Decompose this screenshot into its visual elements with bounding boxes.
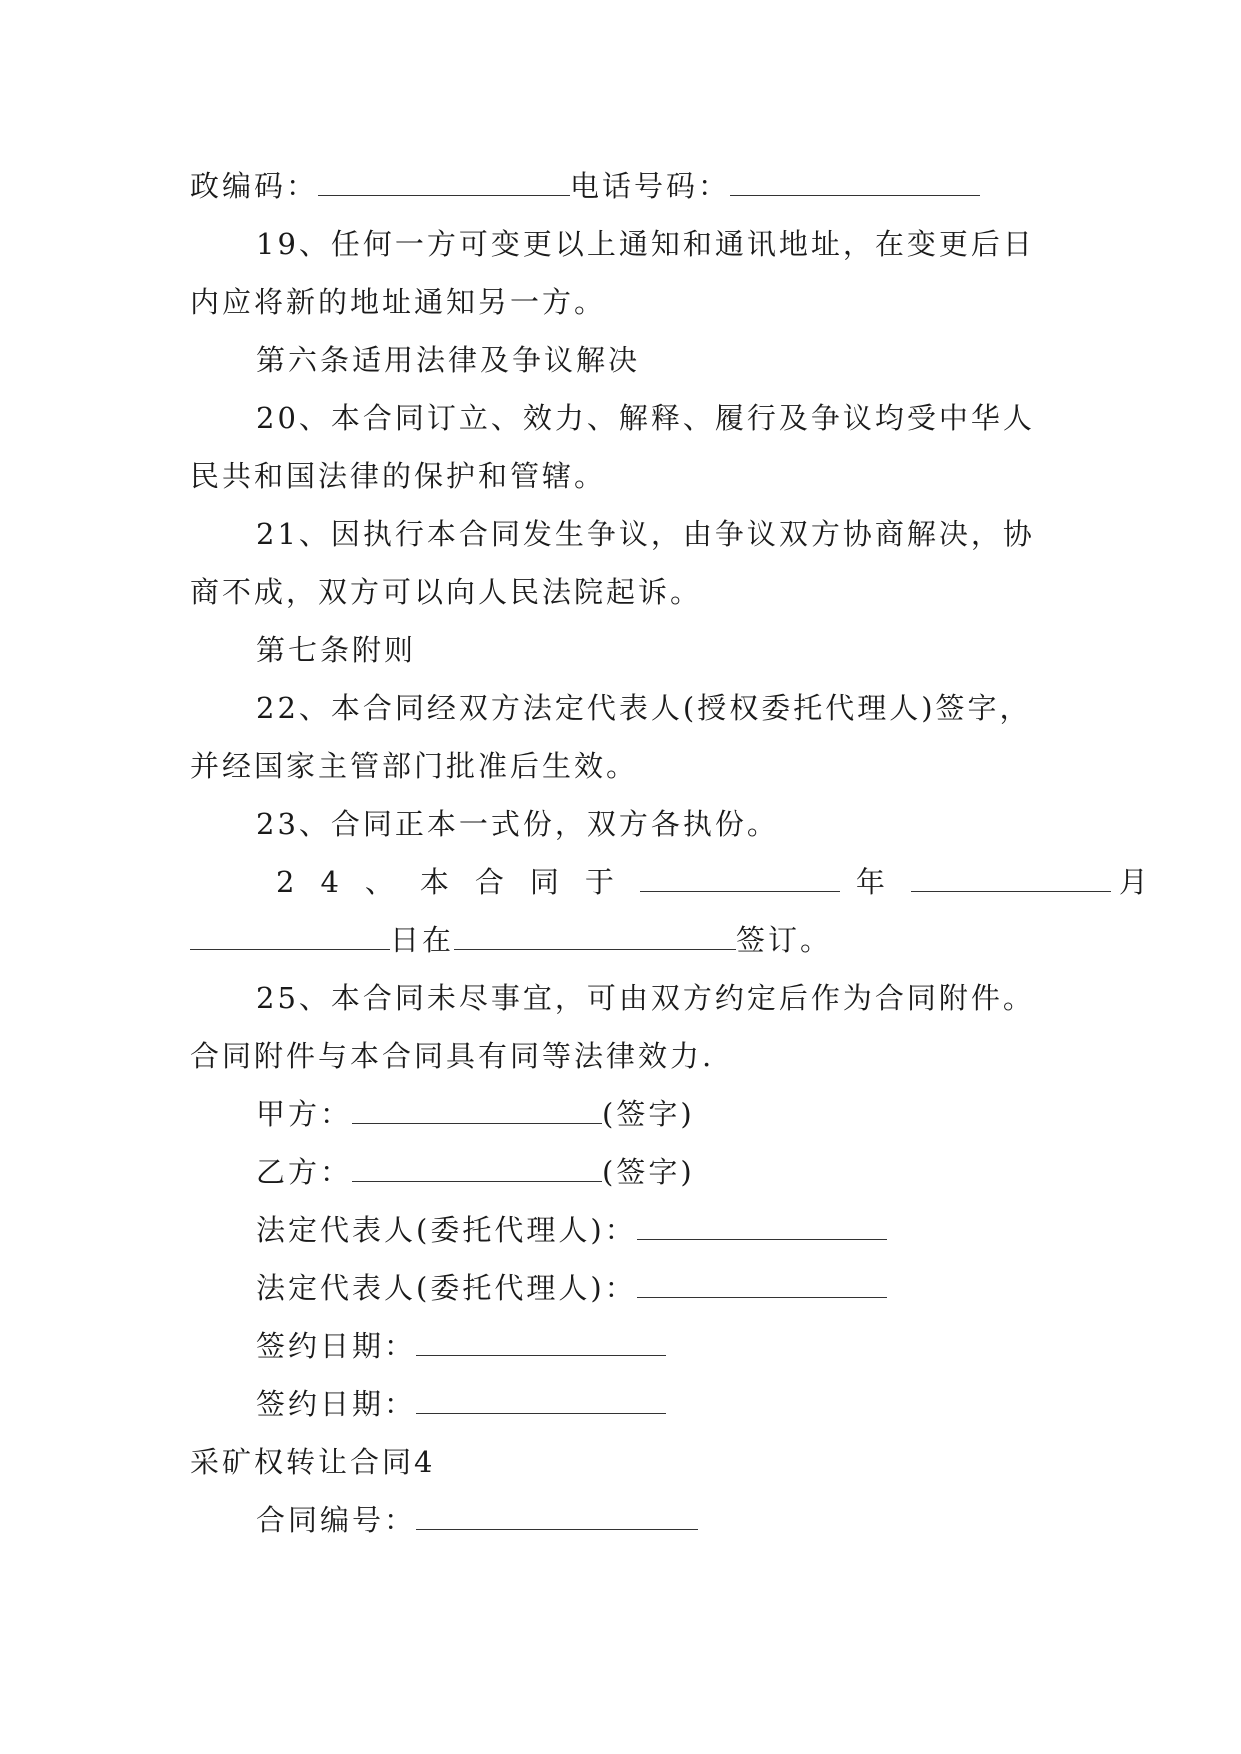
clause-23: 23、合同正本一式份，双方各执份。 <box>256 807 779 841</box>
day-blank <box>190 919 390 950</box>
clause-24-line-1 <box>276 860 1156 904</box>
legal-rep-line-2 <box>256 1266 1136 1310</box>
place-blank <box>454 919 736 950</box>
postal-phone-line <box>190 164 1070 208</box>
month-label: 月 <box>1118 865 1151 899</box>
postal-code-label: 政编码： <box>190 169 319 203</box>
contract-number-blank <box>416 1499 698 1530</box>
clause-25-line-1: 25、本合同未尽事宜，可由双方约定后作为合同附件。 <box>256 981 1035 1015</box>
sign-date-blank-2 <box>416 1383 666 1414</box>
clause-24-text: 24、本合同于 <box>276 865 640 899</box>
clause-20-line-2: 民共和国法律的保护和管辖。 <box>190 459 607 493</box>
party-b-line <box>256 1150 1136 1194</box>
article-7-heading: 第七条附则 <box>256 633 417 667</box>
legal-rep-blank-2 <box>637 1267 887 1298</box>
clause-22-line-2: 并经国家主管部门批准后生效。 <box>190 749 639 783</box>
clause-19-line-1: 19、任何一方可变更以上通知和通讯地址，在变更后日 <box>256 227 1035 261</box>
contract-number-line <box>256 1498 1136 1542</box>
month-blank <box>911 861 1111 892</box>
sign-date-line-1 <box>256 1324 1136 1368</box>
clause-22-line-1: 22、本合同经双方法定代表人(授权委托代理人)签字， <box>256 691 1032 725</box>
party-a-blank <box>352 1093 602 1124</box>
legal-rep-label-2: 法定代表人(委托代理人)： <box>256 1271 637 1305</box>
signed-label: 签订。 <box>736 923 833 957</box>
legal-rep-line-1 <box>256 1208 1136 1252</box>
clause-20-line-1: 20、本合同订立、效力、解释、履行及争议均受中华人 <box>256 401 1035 435</box>
party-a-line <box>256 1092 1136 1136</box>
contract-number-label: 合同编号： <box>256 1503 417 1537</box>
clause-21-line-1: 21、因执行本合同发生争议，由争议双方协商解决，协 <box>256 517 1035 551</box>
day-place-label: 日在 <box>390 923 455 957</box>
postal-code-blank <box>318 165 570 196</box>
legal-rep-blank-1 <box>637 1209 887 1240</box>
phone-label: 电话号码： <box>570 169 731 203</box>
clause-25-line-2: 合同附件与本合同具有同等法律效力. <box>190 1039 715 1073</box>
legal-rep-label-1: 法定代表人(委托代理人)： <box>256 1213 637 1247</box>
sign-date-label-2: 签约日期： <box>256 1387 417 1421</box>
clause-24-line-2 <box>190 918 1070 962</box>
party-a-sign: (签字) <box>602 1097 695 1131</box>
sign-date-label-1: 签约日期： <box>256 1329 417 1363</box>
party-a-label: 甲方： <box>256 1097 353 1131</box>
year-label: 年 <box>855 865 911 899</box>
article-6-heading: 第六条适用法律及争议解决 <box>256 343 641 377</box>
sign-date-line-2 <box>256 1382 1136 1426</box>
clause-21-line-2: 商不成，双方可以向人民法院起诉。 <box>190 575 703 609</box>
sign-date-blank-1 <box>416 1325 666 1356</box>
party-b-label: 乙方： <box>256 1155 353 1189</box>
contract-4-title: 采矿权转让合同4 <box>190 1445 436 1479</box>
party-b-sign: (签字) <box>602 1155 695 1189</box>
phone-blank <box>730 165 980 196</box>
clause-19-line-2: 内应将新的地址通知另一方。 <box>190 285 607 319</box>
party-b-blank <box>352 1151 602 1182</box>
year-blank <box>640 861 840 892</box>
